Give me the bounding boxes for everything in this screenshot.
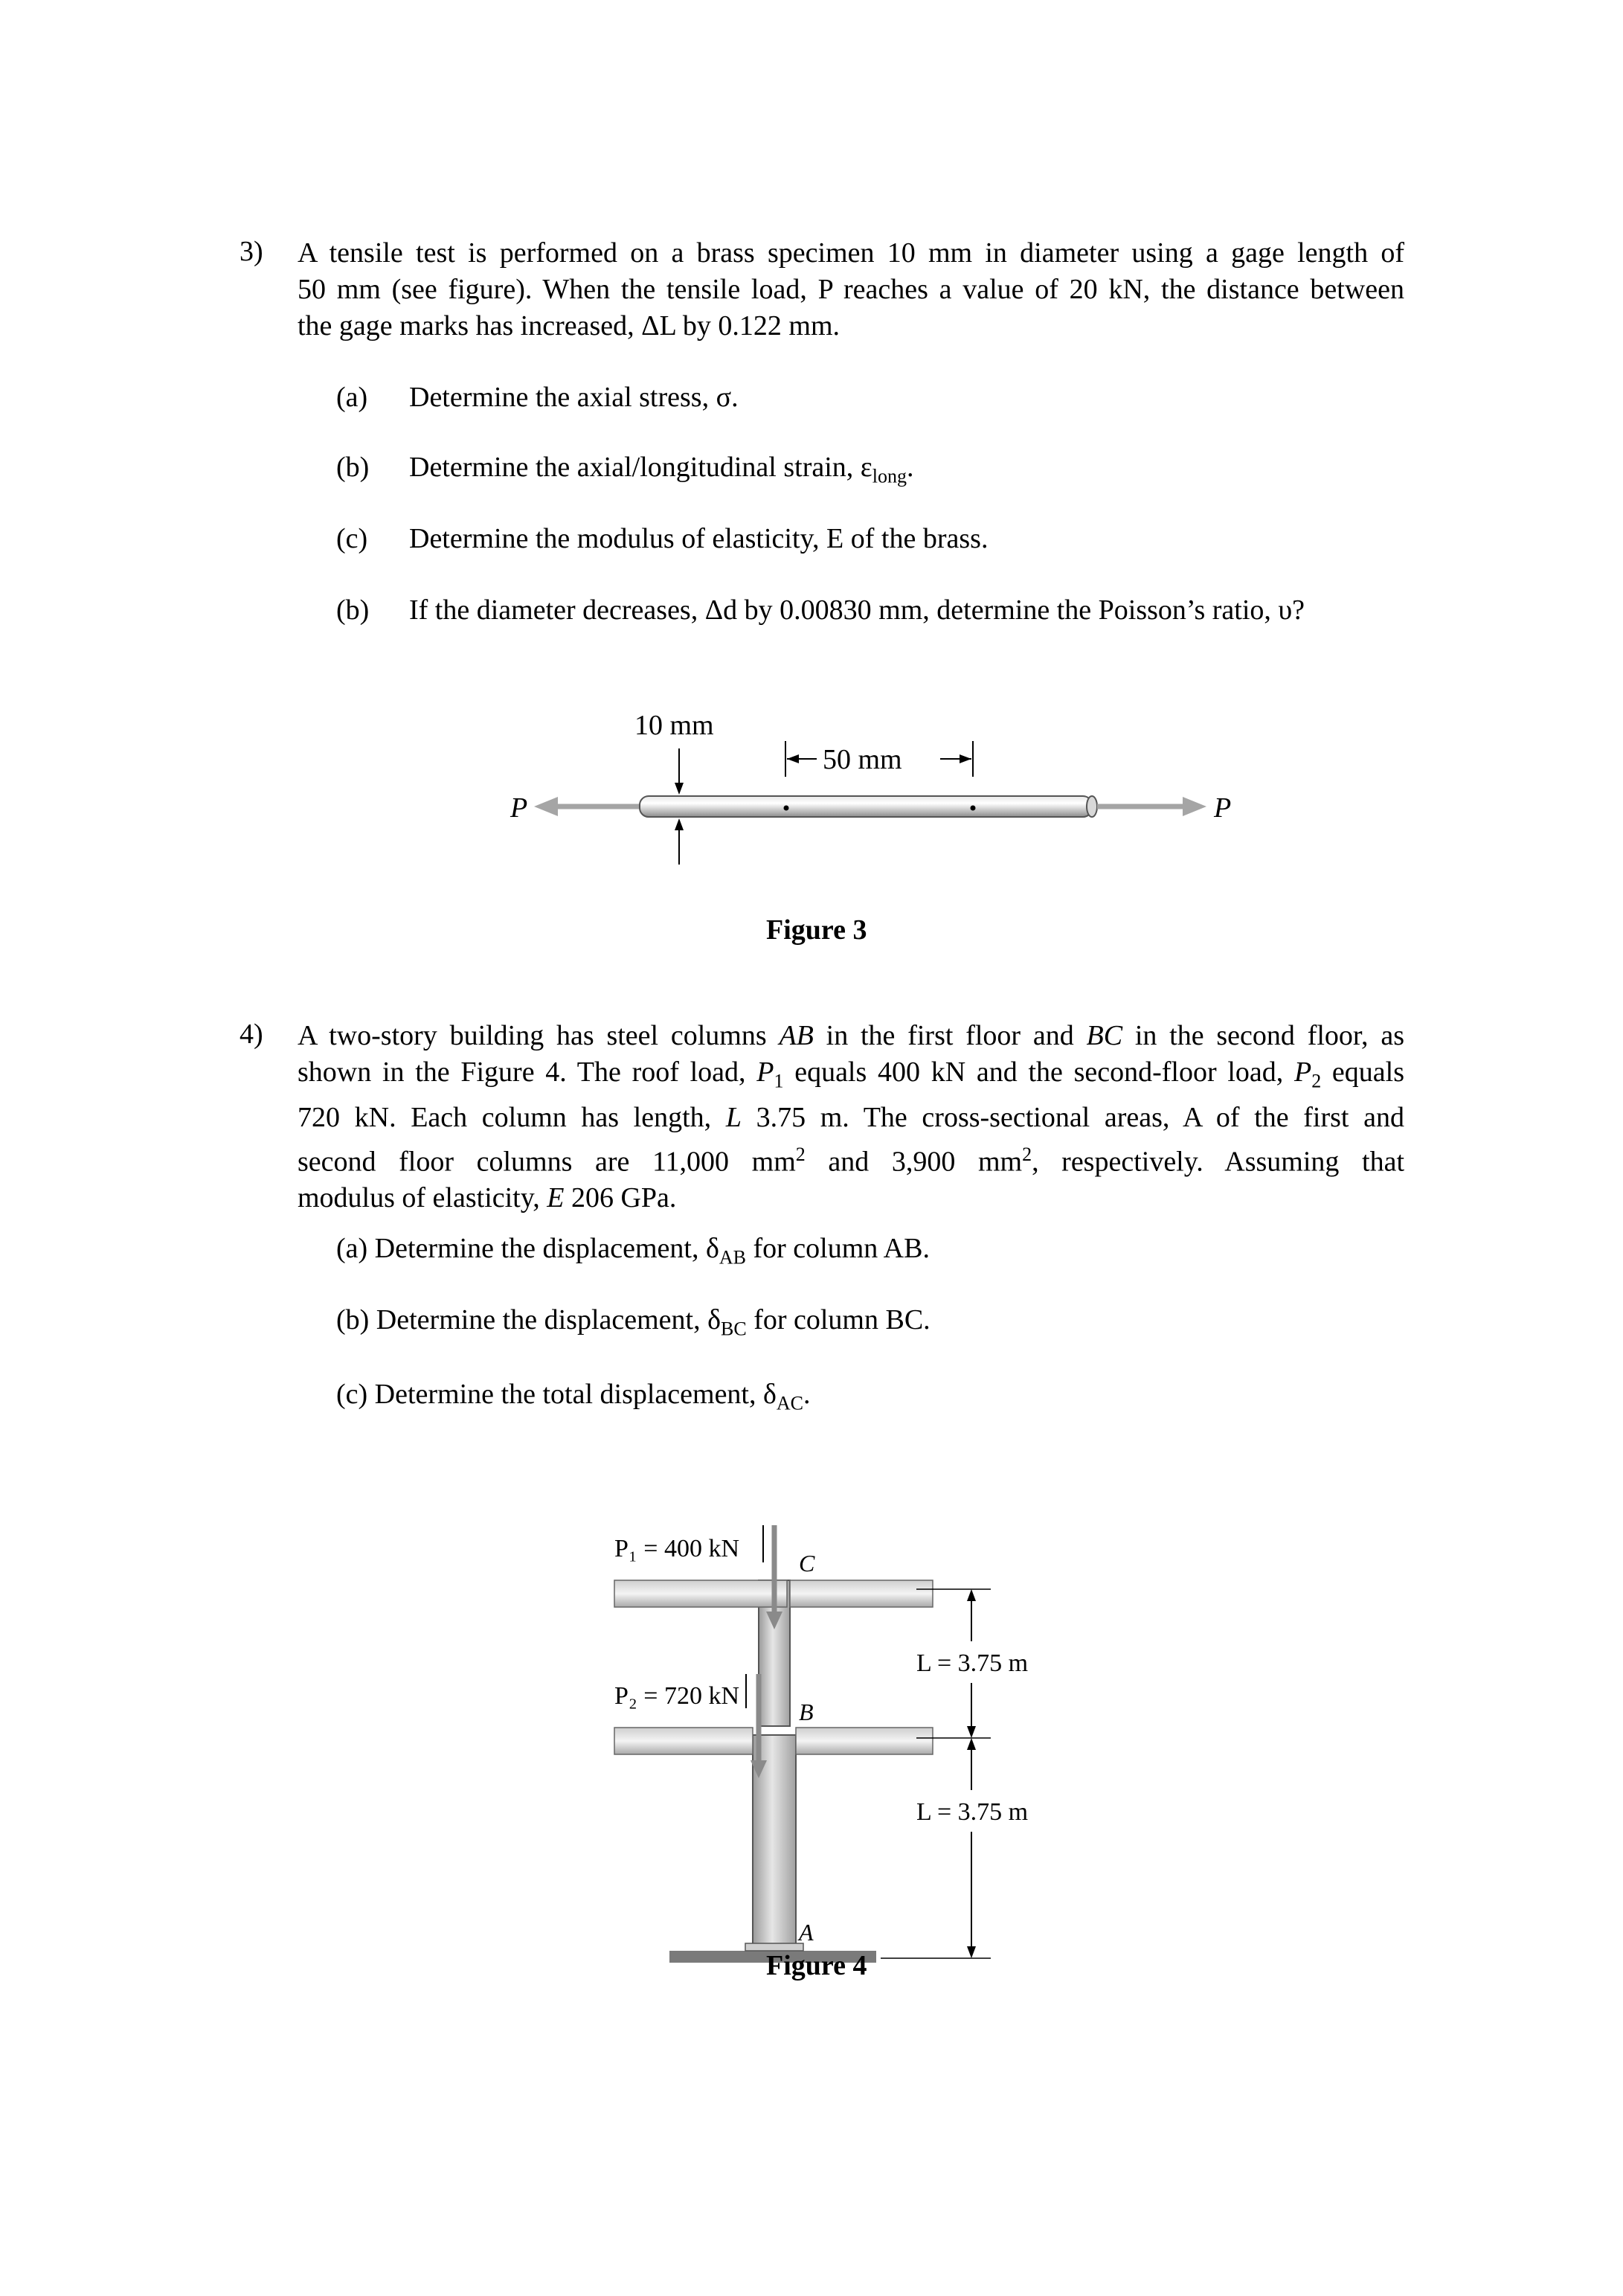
q3-statement [298, 235, 1404, 344]
q3-part-d [336, 594, 1305, 626]
gage-length-label: 50 mm [823, 744, 902, 775]
gage-mark-right [971, 806, 976, 811]
q3-line-3: the gage marks has increased, ΔL by 0.122 mm. [298, 310, 840, 341]
q4-number: 4) [240, 1019, 263, 1050]
roof-beam-right [790, 1580, 933, 1607]
dim-arrow-icon [967, 1726, 976, 1738]
roof-beam-left [614, 1580, 787, 1607]
load-left-label: P [510, 792, 528, 824]
q4-part-c: (c) Determine the total displacement, $\delta_{AC}$. [336, 1379, 811, 1414]
q4-line-3: 720 kN. Each column has length, L 3.75 m. The cross-sectional areas, A of the first and [298, 1101, 1404, 1133]
q3-part-d-text: If the diameter decreases, Δd by 0.00830 mm, determine the Poisson’s ratio, υ? [409, 594, 1305, 626]
left-arrowhead-icon [534, 797, 558, 816]
diameter-arrow-up-icon [675, 818, 684, 830]
gage-arrow-left-icon [787, 754, 799, 763]
floor-beam-left [614, 1728, 753, 1754]
gage-mark-left [784, 806, 789, 811]
diameter-arrow-down-icon [675, 783, 684, 795]
figure-3-caption: Figure 3 [766, 914, 867, 946]
point-b-label: B [799, 1699, 814, 1725]
l-upper-label: L = 3.75 m [916, 1649, 1029, 1677]
rod-end [1087, 796, 1097, 817]
q3-part-c-text: Determine the modulus of elasticity, E of the brass. [409, 523, 989, 554]
load-right-label: P [1214, 792, 1232, 824]
q4-part-a: (a) Determine the displacement, $\delta_{AB}$ for column AB. [336, 1233, 930, 1269]
dim-arrow-icon [967, 1738, 976, 1750]
q3-part-b-sub: long [872, 465, 907, 487]
q4-line-2: shown in the Figure 4. The roof load, $P_1$ equals 400 kN and the second-floor load, $P_2$ equals [298, 1056, 1404, 1092]
q3-number: 3) [240, 236, 263, 267]
q4-line-1: A two-story building has steel columns AB in the first floor and BC in the second floor, as [298, 1020, 1404, 1051]
diameter-label: 10 mm [634, 710, 714, 741]
q4-statement [298, 1018, 1404, 1216]
q3-part-a-text: Determine the axial stress, σ. [409, 382, 739, 413]
figure-4-building [595, 1518, 1056, 1994]
q3-part-b [336, 451, 913, 488]
q3-part-c [336, 522, 988, 555]
p2-label: P₂ = 720 kN [614, 1682, 739, 1710]
q3-part-a [336, 381, 739, 414]
dim-arrow-icon [967, 1946, 976, 1958]
q3-part-b-label: (b) [336, 452, 370, 483]
floor-beam-right [796, 1728, 933, 1754]
l-lower-label: L = 3.75 m [916, 1798, 1029, 1826]
point-c-label: C [799, 1550, 815, 1577]
q3-part-c-label: (c) [336, 523, 368, 554]
figure-3-specimen [491, 699, 1272, 878]
q4-part-b: (b) Determine the displacement, $\delta_{BC}$ for column BC. [336, 1304, 931, 1340]
brass-rod [640, 796, 1092, 817]
q3-line-2: 50 mm (see figure). When the tensile load, P reaches a value of 20 kN, the distance between [298, 274, 1404, 305]
q4-line-5: modulus of elasticity, E 206 GPa. [298, 1182, 677, 1214]
q3-part-a-label: (a) [336, 382, 368, 413]
q4-line-4: second floor columns are 11,000 $mm^2$ and 3,900 $mm^2$, respectively. Assuming that [298, 1143, 1405, 1178]
p1-label: P₁ = 400 kN [614, 1535, 739, 1562]
q3-part-d-label: (b) [336, 594, 370, 626]
q3-part-b-text: Determine the axial/longitudinal strain, ε [409, 452, 872, 483]
q3-part-b-end: . [906, 452, 914, 483]
point-a-label: A [799, 1919, 814, 1946]
dim-arrow-icon [967, 1589, 976, 1601]
gage-arrow-right-icon [960, 754, 971, 763]
figure-4-caption: Figure 4 [766, 1950, 867, 1981]
q3-line-1: A tensile test is performed on a brass specimen 10 mm in diameter using a gage length of [298, 237, 1404, 269]
right-arrowhead-icon [1183, 797, 1206, 816]
